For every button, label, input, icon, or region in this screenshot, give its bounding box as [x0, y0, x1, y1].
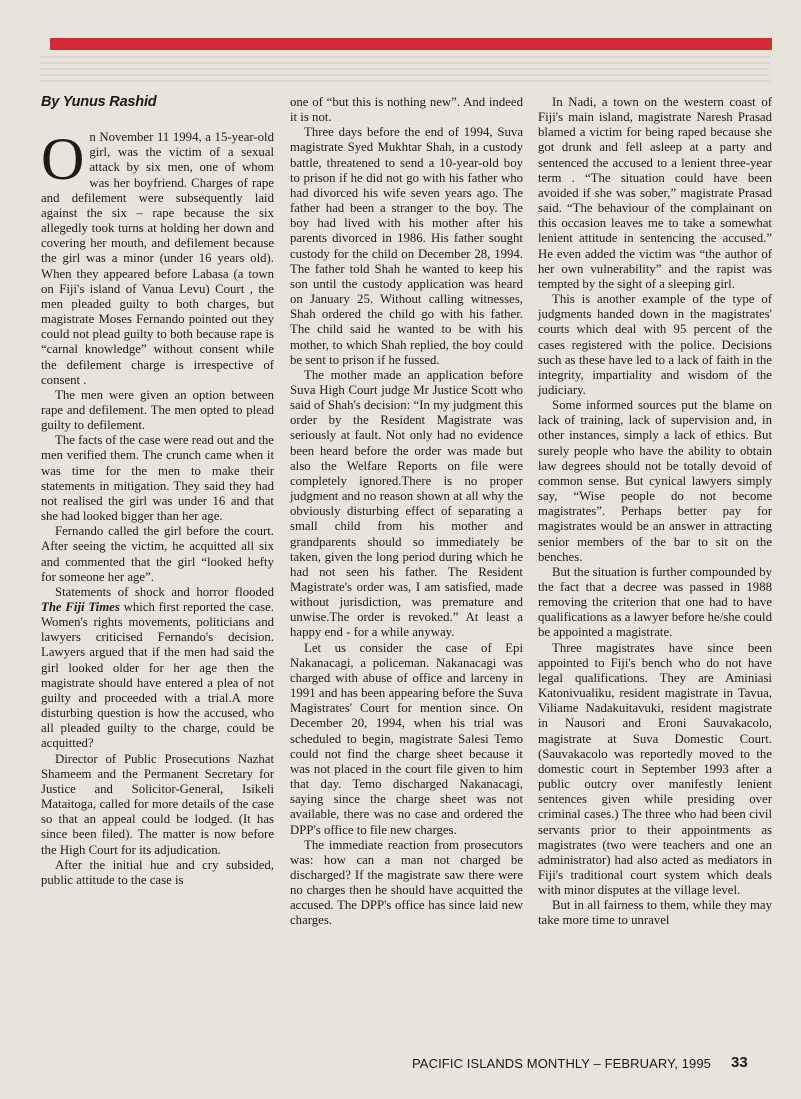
article-paragraph: The mother made an application before Suva High Court judge Mr Justice Scott who said of Shah's decision: “In my judgment this order by the Resident Magistrate was seriously at fault. Not only had no evidence been heard before the order was made but also the Welfare Reports on file were completely ignored.There is no proper judgment and no reason shown at all why the obviously disturbing effect of separating a small child from his mother and grandparents should so immediately be taken, given the long period during which he had not seen his father. The Resident Magistrate's order was, I am satisfied, made without jurisdiction, was premature and unwise.The order is revoked.” At least a happy end - for a while anyway.	[290, 367, 523, 640]
article-paragraph: one of “but this is nothing new”. And indeed it is not.	[290, 95, 523, 125]
article-column-2	[290, 95, 523, 929]
article-column-3	[538, 95, 772, 929]
article-paragraph: But the situation is further compounded by the fact that a decree was passed in 1988 removing the criterion that one had to have qualifications as a lawyer before he/she could be appointed a magistrate.	[538, 564, 772, 640]
article-paragraph: The facts of the case were read out and the men verified them. The crunch came when it was time for the men to make their statements in mitigation. They said they had not realised the girl was under 16 and that she had looked bigger than her age.	[41, 433, 274, 524]
drop-cap: O	[41, 126, 85, 193]
article-paragraph: After the initial hue and cry subsided, public attitude to the case is	[41, 857, 274, 887]
article-paragraph: Three magistrates have since been appointed to Fiji's bench who do not have legal qualifications. They are Aminiasi Katonivualiku, resident magistrate in Tavua, Viliame Nadakuitavuki, resident magistrate in Nausori and Eroni Sauvakacolo, magistrate at Suva Domestic Court. (Sauvakacolo was reportedly moved to the domestic court in September 1993 after a public outcry over manifestly lenient sentences given while presiding over criminal cases.) The three who had been civil servants prior to their appointments as magistrates (two were teachers and one an administrator) had also acted as mediators in Fiji's traditional court system which deals with minor disputes at the village level.	[538, 640, 772, 898]
red-header-bar	[50, 38, 772, 50]
article-paragraph: The immediate reaction from prosecutors was: how can a man not charged be discharged? If the magistrate saw there were no charges then he should have acquitted the accused. The DPP's office has since laid new charges.	[290, 837, 523, 928]
bleed-through-text	[40, 56, 770, 82]
article-paragraph: Let us consider the case of Epi Nakanacagi, a policeman. Nakanacagi was charged with abuse of office and larceny in 1991 and has been appearing before the Suva Magistrates' Court for mention since. On December 20, 1994, when his trial was scheduled to begin, magistrate Salesi Temo could not find the charge sheet because it was not placed in the court file given to him that day. Temo discharged Nakanacagi, saying since the charge sheet was not available, there was no case and ordered the DPP's office to file new charges.	[290, 640, 523, 837]
article-paragraph: Statements of shock and horror flooded The Fiji Times which first reported the case. Women's rights movements, politicians and lawyers criticised Fernando's decision. Lawyers argued that if the men had said the girl looked older for her age then the magistrate should have entered a plea of not guilty and proceeded with a trial.A more disturbing question is how the accused, who all pleaded guilty to the charge, could be acquitted?	[41, 584, 275, 751]
footer-publication: PACIFIC ISLANDS MONTHLY – FEBRUARY, 1995	[412, 1056, 712, 1071]
page-number: 33	[731, 1054, 748, 1071]
byline: By Yunus Rashid	[41, 94, 157, 110]
article-paragraph: Director of Public Prosecutions Nazhat Shameem and the Permanent Secretary for Justice and Solicitor-General, Isikeli Mataitoga, called for more details of the case so that an appeal could be lodged. (It has since been filed). The matter is now before the High Court for its adjudication.	[41, 751, 274, 857]
article-paragraph: The men were given an option between rape and defilement. The men opted to plead guilty to defilement.	[41, 387, 274, 433]
newspaper-title: The Fiji Times	[41, 600, 120, 614]
article-paragraph: Three days before the end of 1994, Suva magistrate Syed Mukhtar Shah, in a custody battle, threatened to send a 10-year-old boy to prison if he did not go with his father who had divorced his wife seven years ago. The father had been a stranger to the boy. The boy had lived with his mother after his parents divorced in 1986. His father sought custody for the child on December 28, 1994. The father told Shah he wanted to keep his son until the custody application was heard on January 25. Without calling witnesses, Shah ordered the child go with his father. The child said he wanted to be with his mother, to which Shah replied, the boy could be sent to prison if he fussed.	[290, 125, 523, 367]
article-paragraph: Fernando called the girl before the court. After seeing the victim, he acquitted all six and commented that the girl “looked hefty for someone her age”.	[41, 524, 274, 584]
article-paragraph: This is another example of the type of judgments handed down in the magistrates' courts which deal with 95 percent of the cases registered with the police. Decisions such as these have led to a lack of faith in the integrity, impartiality and wisdom of the judiciary.	[538, 292, 772, 397]
article-paragraph: But in all fairness to them, while they may take more time to unravel	[538, 898, 772, 928]
article-paragraph: On November 11 1994, a 15-year-old girl, was the victim of a sexual attack by six men, one of whom was her boyfriend. Charges of rape and defilement were subsequently laid against the six – rape because the six allegedly took turns at holding her down and covering her mouth, and defilement because the girl was a minor (under 16 years old). When they appeared before Labasa (a town on Fiji's island of Vanua Levu) Court , the men pleaded guilty to both charges, but magistrate Moses Fernando pointed out they could not plead guilty to both because rape is “carnal knowledge” without consent while the defilement charge is irrespective of consent .	[41, 126, 274, 387]
article-column-1	[41, 95, 274, 888]
article-paragraph: Some informed sources put the blame on lack of training, lack of supervision and, in other instances, simply a lack of ethics. But surely people who have the ability to obtain law degrees should not be totally devoid of common sense. But cynical lawyers simply say, “Wise people do not become magistrates”. Perhaps better pay for magistrates would be an answer in attracting senior members of the bar to sit on the benches.	[538, 398, 772, 564]
article-paragraph: In Nadi, a town on the western coast of Fiji's main island, magistrate Naresh Prasad blamed a victim for being raped because she got drunk and fell asleep at a party and sentenced the accused to a lenient three-year term . “The situation could have been avoided if she was sober,” magistrate Prasad said. “The behaviour of the complainant on this occasion leaves me to take a somewhat lenient attitude in sentencing the accused.” He even added the victim was “the author of her own vulnerability” and the rapist was tempted by the sight of a sleeping girl.	[538, 95, 772, 291]
